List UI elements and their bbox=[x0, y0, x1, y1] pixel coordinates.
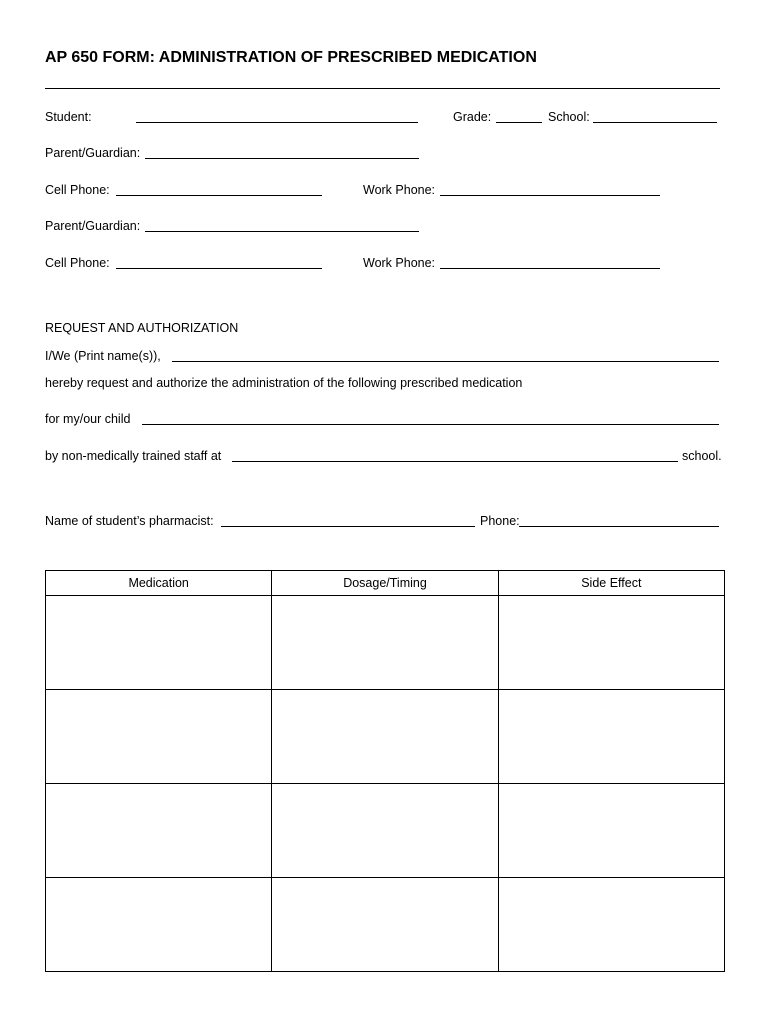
side-effect-cell[interactable] bbox=[498, 784, 724, 878]
for-child-label: for my/our child bbox=[45, 412, 131, 426]
table-row bbox=[46, 878, 725, 972]
school-label: School: bbox=[548, 110, 590, 124]
print-names-field[interactable] bbox=[172, 361, 719, 362]
child-name-field[interactable] bbox=[142, 424, 719, 425]
dosage-timing-cell[interactable] bbox=[272, 690, 498, 784]
medication-table bbox=[45, 570, 725, 972]
table-row bbox=[46, 690, 725, 784]
dosage-timing-cell[interactable] bbox=[272, 784, 498, 878]
table-row bbox=[46, 784, 725, 878]
student-label: Student: bbox=[45, 110, 92, 124]
dosage-timing-cell[interactable] bbox=[272, 596, 498, 690]
title-rule bbox=[45, 88, 720, 89]
table-header-row bbox=[46, 571, 725, 596]
grade-label: Grade: bbox=[453, 110, 492, 124]
parent-guardian-1-field[interactable] bbox=[145, 158, 419, 159]
parent-guardian-2-field[interactable] bbox=[145, 231, 419, 232]
school-field[interactable] bbox=[593, 122, 717, 123]
medication-header: Medication bbox=[46, 571, 272, 596]
print-names-label: I/We (Print name(s)), bbox=[45, 349, 161, 363]
side-effect-cell[interactable] bbox=[498, 878, 724, 972]
pharmacist-phone-field[interactable] bbox=[519, 526, 719, 527]
side-effect-header: Side Effect bbox=[498, 571, 724, 596]
dosage-timing-header: Dosage/Timing bbox=[272, 571, 498, 596]
request-heading: REQUEST AND AUTHORIZATION bbox=[45, 321, 239, 335]
medication-cell[interactable] bbox=[46, 690, 272, 784]
work-phone-1-label: Work Phone: bbox=[363, 183, 436, 197]
parent-guardian-1-label: Parent/Guardian: bbox=[45, 146, 141, 160]
work-phone-1-field[interactable] bbox=[440, 195, 660, 196]
medication-cell[interactable] bbox=[46, 596, 272, 690]
pharmacist-phone-label: Phone: bbox=[480, 514, 520, 528]
school-suffix: school. bbox=[682, 449, 722, 463]
medication-cell[interactable] bbox=[46, 784, 272, 878]
table-row bbox=[46, 596, 725, 690]
side-effect-cell[interactable] bbox=[498, 596, 724, 690]
by-staff-label: by non-medically trained staff at bbox=[45, 449, 222, 463]
hereby-text: hereby request and authorize the administration of the following prescribed medication bbox=[45, 376, 523, 390]
pharmacist-label: Name of student’s pharmacist: bbox=[45, 514, 214, 528]
cell-phone-2-label: Cell Phone: bbox=[45, 256, 110, 270]
side-effect-cell[interactable] bbox=[498, 690, 724, 784]
student-field[interactable] bbox=[136, 122, 418, 123]
medication-cell[interactable] bbox=[46, 878, 272, 972]
school-name-field[interactable] bbox=[232, 461, 678, 462]
page-title: AP 650 FORM: ADMINISTRATION OF PRESCRIBED MEDICATION bbox=[45, 49, 537, 66]
pharmacist-field[interactable] bbox=[221, 526, 475, 527]
dosage-timing-cell[interactable] bbox=[272, 878, 498, 972]
grade-field[interactable] bbox=[496, 122, 542, 123]
cell-phone-1-field[interactable] bbox=[116, 195, 322, 196]
parent-guardian-2-label: Parent/Guardian: bbox=[45, 219, 141, 233]
cell-phone-2-field[interactable] bbox=[116, 268, 322, 269]
work-phone-2-field[interactable] bbox=[440, 268, 660, 269]
work-phone-2-label: Work Phone: bbox=[363, 256, 436, 270]
cell-phone-1-label: Cell Phone: bbox=[45, 183, 110, 197]
